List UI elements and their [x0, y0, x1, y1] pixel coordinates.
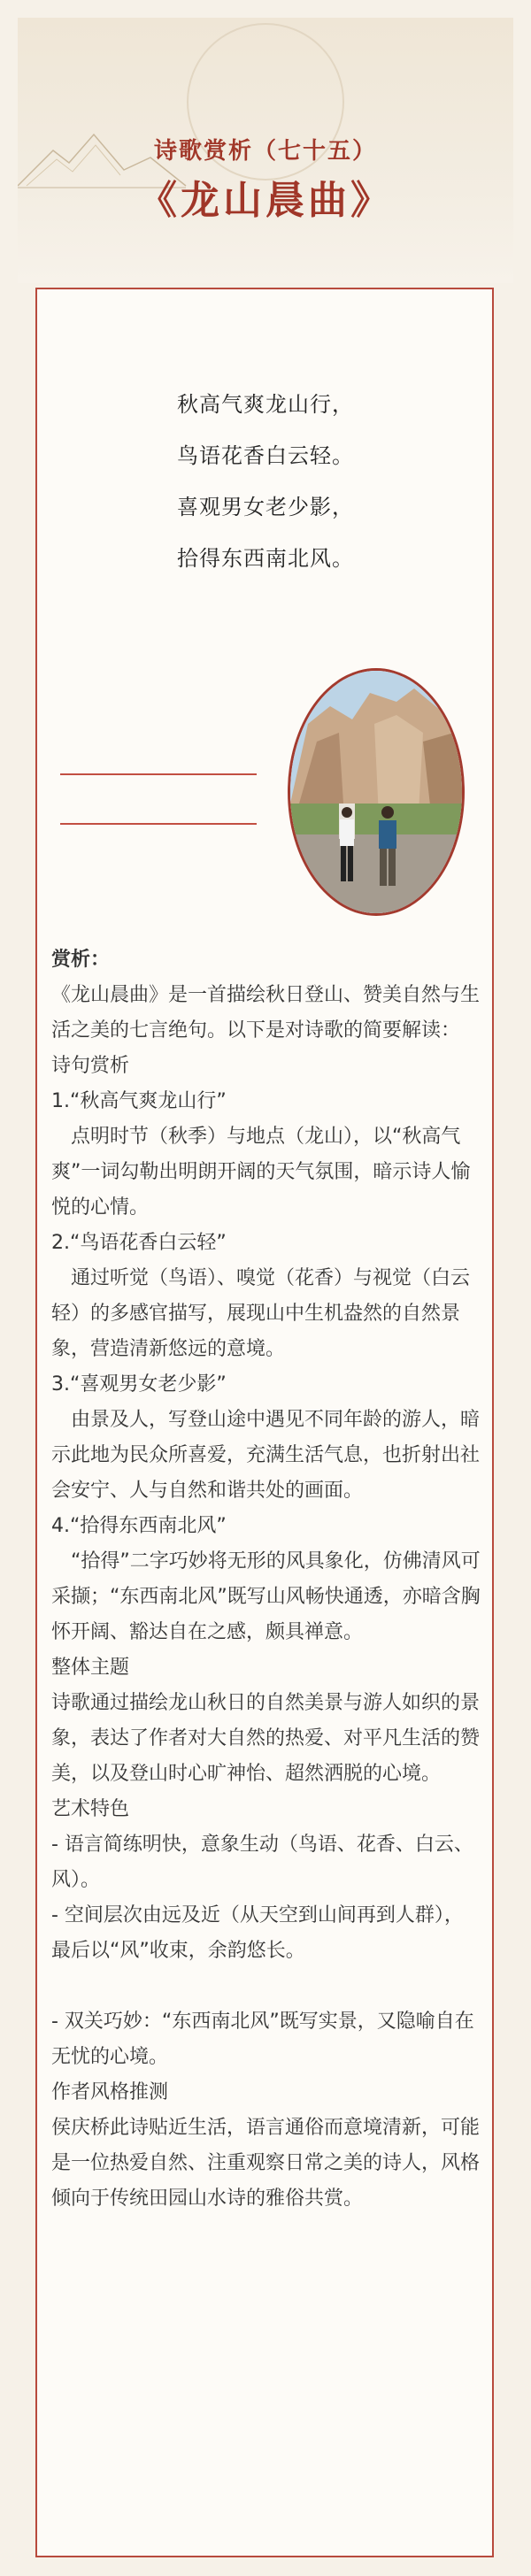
analysis-heading: 艺术特色 — [51, 1798, 130, 1820]
decorative-divider — [60, 773, 257, 775]
analysis-paragraph: 点明时节（秋季）与地点（龙山），以“秋高气爽”一词勾勒出明朗开阔的天气氛围，暗示诗人愉悦的心情。 — [51, 1126, 471, 1219]
analysis-paragraph: - 语言简练明快，意象生动（鸟语、花香、白云、风）。 — [51, 1834, 473, 1891]
analysis-item-title: 4.“拾得东西南北风” — [51, 1515, 227, 1537]
poem-line: 秋高气爽龙山行， — [177, 392, 354, 417]
poem-line: 鸟语花香白云轻。 — [177, 443, 354, 468]
analysis-paragraph: 侯庆桥此诗贴近生活，语言通俗而意境清新，可能是一位热爱自然、注重观察日常之美的诗人，风格倾向于传统田园山水诗的雅俗共赏。 — [51, 2117, 481, 2210]
landscape-photo-icon — [290, 671, 462, 913]
analysis-label: 赏析： — [51, 949, 111, 971]
analysis-paragraph: - 空间层次由远及近（从天空到山间再到人群），最后以“风”收束，余韵悠长。 — [51, 1904, 464, 1962]
analysis-item-title: 3.“喜观男女老少影” — [51, 1373, 227, 1396]
poem-line: 喜观男女老少影， — [177, 495, 354, 519]
poem-text — [0, 379, 531, 584]
analysis-item-title: 1.“秋高气爽龙山行” — [51, 1090, 227, 1112]
poem-line: 拾得东西南北风。 — [177, 546, 354, 571]
analysis-paragraph: 通过听觉（鸟语）、嗅觉（花香）与视觉（白云轻）的多感官描写，展现山中生机盎然的自然景象，营造清新悠远的意境。 — [51, 1267, 471, 1360]
poem-title: 《龙山晨曲》 — [138, 178, 393, 223]
analysis-heading: 作者风格推测 — [51, 2081, 169, 2103]
analysis-section — [51, 942, 481, 2217]
analysis-paragraph: 诗歌通过描绘龙山秋日的自然美景与游人如织的景象，表达了作者对大自然的热爱、对平凡生活的赞美，以及登山时心旷神怡、超然洒脱的心境。 — [51, 1692, 481, 1785]
analysis-paragraph: 由景及人，写登山途中遇见不同年龄的游人，暗示此地为民众所喜爱，充满生活气息，也折射出社会安宁、人与自然和谐共处的画面。 — [51, 1409, 481, 1502]
decorative-divider — [60, 823, 257, 825]
photo-frame — [288, 668, 465, 916]
analysis-paragraph: “拾得”二字巧妙将无形的风具象化，仿佛清风可采撷；“东西南北风”既写山风畅快通透，亦暗含胸怀开阔、豁达自在之感，颇具禅意。 — [51, 1550, 481, 1643]
analysis-heading: 整体主题 — [51, 1657, 130, 1679]
analysis-blank-line — [51, 1969, 481, 2004]
poem-subtitle: 诗歌赏析（七十五） — [153, 138, 377, 165]
analysis-heading: 诗句赏析 — [51, 1055, 130, 1077]
analysis-paragraph: - 双关巧妙：“东西南北风”既写实景，又隐喻自在无忧的心境。 — [51, 2011, 474, 2068]
analysis-item-title: 2.“鸟语花香白云轻” — [51, 1232, 227, 1254]
analysis-paragraph: 《龙山晨曲》是一首描绘秋日登山、赞美自然与生活之美的七言绝句。以下是对诗歌的简要解读： — [51, 984, 481, 1042]
